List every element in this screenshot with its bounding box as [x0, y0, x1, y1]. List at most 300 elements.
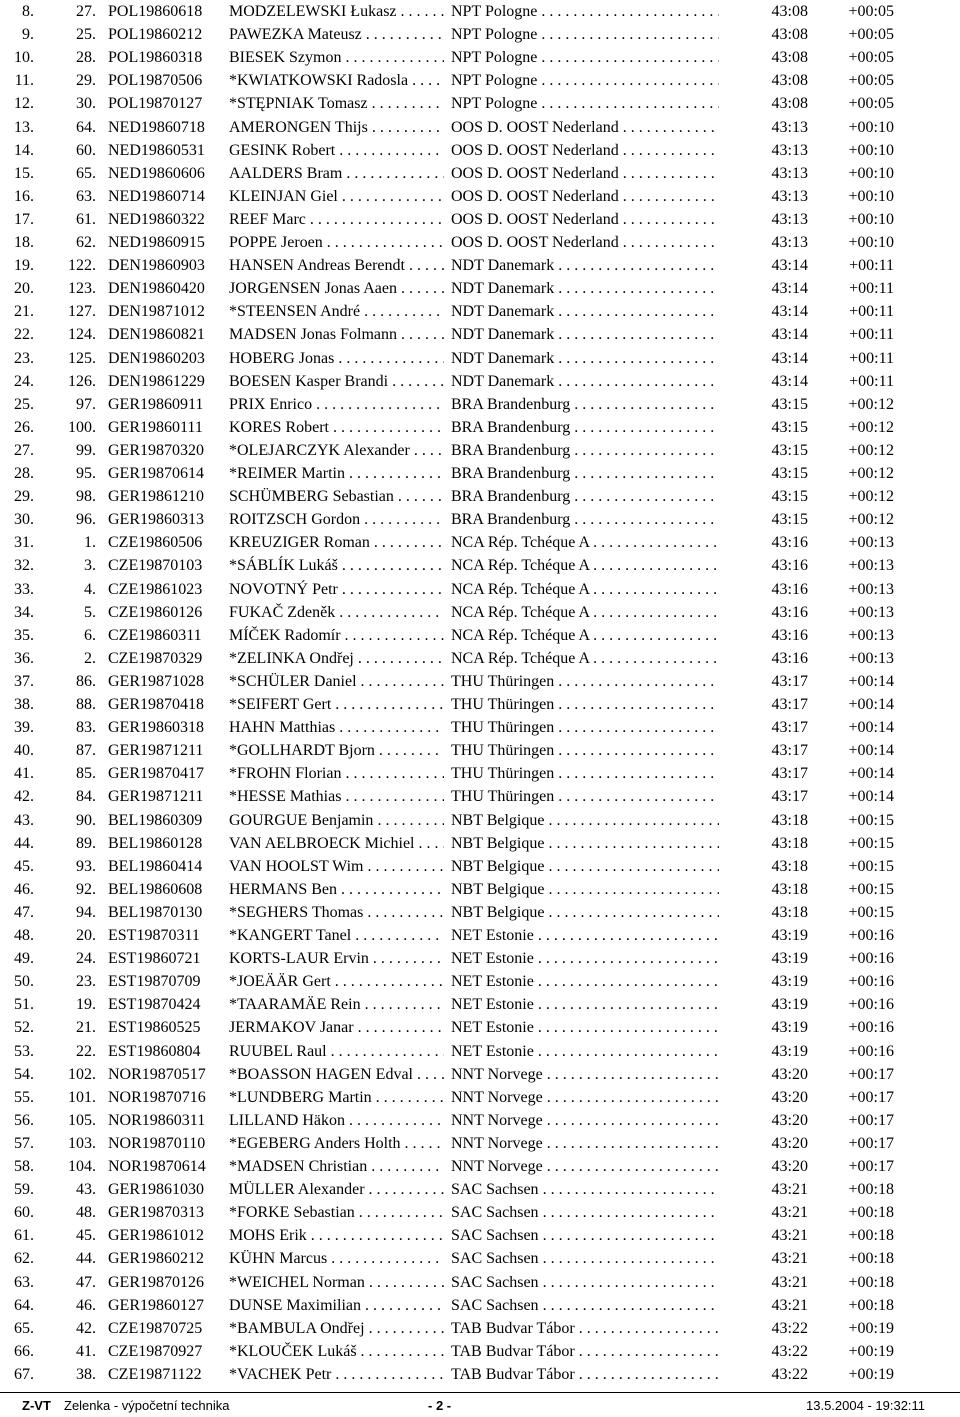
gap-cell: +00:15 [848, 880, 894, 898]
team-cell: OOS D. OOST Nederland . . . [451, 116, 719, 139]
gap-cell: +00:12 [848, 511, 894, 529]
gap-cell: +00:15 [848, 857, 894, 875]
bib-cell: 125. [68, 349, 96, 367]
time-cell: 43:22 [771, 1319, 808, 1337]
rank-cell: 8. [22, 3, 34, 20]
rank-cell: 47. [14, 903, 34, 921]
gap-cell: +00:11 [849, 372, 894, 390]
table-row [0, 670, 960, 693]
rider-code-cell: GER19861012 [108, 1227, 204, 1245]
rider-code-cell: EST19860525 [108, 1019, 201, 1037]
time-cell: 43:14 [771, 303, 808, 321]
team-cell: NNT Norvege . . . [451, 1109, 719, 1132]
rank-cell: 18. [14, 234, 34, 251]
team-cell: NPT Pologne . . . [451, 69, 719, 92]
bib-cell: 63. [76, 187, 96, 205]
rider-name-cell: ROITZSCH Gordon . . . [229, 508, 444, 531]
footer-brand: Z-VT [22, 1398, 51, 1413]
rank-cell: 17. [14, 210, 34, 228]
time-cell: 43:17 [771, 788, 808, 806]
gap-cell: +00:10 [848, 141, 894, 159]
rank-cell: 22. [14, 326, 34, 344]
rider-name-cell: *FORKE Sebastian . . . [229, 1201, 444, 1224]
rider-code-cell: CZE19870927 [108, 1342, 203, 1360]
bib-cell: 65. [76, 164, 96, 182]
rider-code-cell: GER19861210 [108, 488, 204, 506]
rider-name-cell: SCHÜMBERG Sebastian . . . [229, 485, 444, 508]
time-cell: 43:16 [771, 603, 808, 621]
table-row [0, 1247, 960, 1270]
time-cell: 43:18 [771, 880, 808, 898]
bib-cell: 45. [76, 1227, 96, 1245]
rank-cell: 14. [14, 141, 34, 159]
rank-cell: 54. [14, 1065, 34, 1083]
table-row [0, 1016, 960, 1039]
bib-cell: 20. [76, 927, 96, 944]
gap-cell: +00:11 [849, 349, 894, 367]
rider-name-cell: DUNSE Maximilian . . . [229, 1294, 444, 1317]
rider-code-cell: DEN19860903 [108, 257, 205, 275]
time-cell: 43:21 [771, 1273, 808, 1291]
rank-cell: 13. [14, 118, 34, 136]
bib-cell: 99. [76, 441, 96, 459]
bib-cell: 24. [76, 950, 96, 968]
gap-cell: +00:14 [848, 788, 894, 806]
time-cell: 43:17 [771, 672, 808, 690]
time-cell: 43:16 [771, 626, 808, 644]
team-cell: NET Estonie . . . [451, 947, 719, 970]
rank-cell: 39. [14, 719, 34, 737]
rider-code-cell: GER19871211 [108, 742, 204, 760]
gap-cell: +00:16 [848, 1019, 894, 1037]
gap-cell: +00:16 [848, 1042, 894, 1060]
bib-cell: 27. [76, 3, 96, 20]
rider-name-cell: FUKAČ Zdeněk . . . [229, 601, 444, 624]
rider-name-cell: KORTS-LAUR Ervin . . . [229, 947, 444, 970]
time-cell: 43:14 [771, 280, 808, 298]
gap-cell: +00:17 [848, 1111, 894, 1129]
rider-name-cell: *STEENSEN André . . . [229, 300, 444, 323]
rider-code-cell: GER19860212 [108, 1250, 204, 1268]
time-cell: 43:21 [771, 1181, 808, 1199]
team-cell: OOS D. OOST Nederland . . . [451, 162, 719, 185]
table-row [0, 1340, 960, 1363]
rider-code-cell: DEN19861229 [108, 372, 205, 390]
gap-cell: +00:16 [848, 950, 894, 968]
time-cell: 43:21 [771, 1227, 808, 1245]
table-row [0, 116, 960, 139]
gap-cell: +00:10 [848, 210, 894, 228]
rider-code-cell: CZE19860126 [108, 603, 203, 621]
time-cell: 43:16 [771, 649, 808, 667]
rider-code-cell: BEL19860128 [108, 834, 203, 852]
rider-name-cell: MADSEN Jonas Folmann . . . [229, 323, 444, 346]
table-row [0, 970, 960, 993]
rider-code-cell: GER19860313 [108, 511, 204, 529]
rank-cell: 26. [14, 418, 34, 436]
rank-cell: 63. [14, 1273, 34, 1291]
rider-code-cell: NED19860322 [108, 210, 205, 228]
rider-code-cell: NED19860606 [108, 164, 205, 182]
bib-cell: 84. [76, 788, 96, 806]
footer-page-number: - 2 - [428, 1398, 452, 1413]
bib-cell: 105. [68, 1111, 96, 1129]
table-row [0, 878, 960, 901]
gap-cell: +00:19 [848, 1365, 894, 1383]
table-row [0, 578, 960, 601]
table-row [0, 231, 960, 254]
bib-cell: 100. [68, 418, 96, 436]
team-cell: NDT Danemark . . . [451, 323, 719, 346]
rider-code-cell: NED19860714 [108, 187, 205, 205]
rider-name-cell: *BOASSON HAGEN Edval . . . [229, 1063, 444, 1086]
team-cell: NCA Rép. Tchéque A . . . [451, 531, 719, 554]
bib-cell: 21. [76, 1019, 96, 1037]
rank-cell: 61. [14, 1227, 34, 1245]
team-cell: NPT Pologne . . . [451, 0, 719, 23]
bib-cell: 86. [76, 672, 96, 690]
gap-cell: +00:11 [849, 326, 894, 344]
bib-cell: 96. [76, 511, 96, 529]
time-cell: 43:19 [771, 1019, 808, 1037]
rider-code-cell: NOR19870110 [108, 1134, 206, 1152]
time-cell: 43:17 [771, 719, 808, 737]
bib-cell: 3. [84, 557, 96, 575]
time-cell: 43:21 [771, 1204, 808, 1222]
table-row [0, 254, 960, 277]
rank-cell: 36. [14, 649, 34, 667]
bib-cell: 88. [76, 696, 96, 713]
rider-code-cell: GER19860911 [108, 395, 204, 413]
table-row [0, 139, 960, 162]
gap-cell: +00:12 [848, 441, 894, 459]
rank-cell: 52. [14, 1019, 34, 1037]
time-cell: 43:17 [771, 742, 808, 760]
rank-cell: 33. [14, 580, 34, 598]
table-row [0, 809, 960, 832]
rank-cell: 66. [14, 1342, 34, 1360]
rider-code-cell: CZE19870329 [108, 649, 203, 667]
bib-cell: 42. [76, 1319, 96, 1337]
rider-name-cell: *KLOUČEK Lukáš . . . [229, 1340, 444, 1363]
rider-name-cell: NOVOTNÝ Petr . . . [229, 578, 444, 601]
rider-name-cell: *SÁBLÍK Lukáš . . . [229, 554, 444, 577]
team-cell: TAB Budvar Tábor . . . [451, 1340, 719, 1363]
rank-cell: 19. [14, 257, 34, 275]
time-cell: 43:13 [771, 187, 808, 205]
bib-cell: 25. [76, 26, 96, 44]
rider-name-cell: KREUZIGER Roman . . . [229, 531, 444, 554]
rider-name-cell: *SCHÜLER Daniel . . . [229, 670, 444, 693]
page-footer [0, 1392, 960, 1417]
rider-name-cell: PRIX Enrico . . . [229, 393, 444, 416]
team-cell: NET Estonie . . . [451, 970, 719, 993]
rider-name-cell: *SEIFERT Gert . . . [229, 693, 444, 716]
table-row [0, 993, 960, 1016]
gap-cell: +00:05 [848, 49, 894, 67]
table-row [0, 832, 960, 855]
rank-cell: 41. [14, 765, 34, 783]
rider-code-cell: EST19860721 [108, 950, 201, 968]
rank-cell: 27. [14, 441, 34, 459]
time-cell: 43:19 [771, 1042, 808, 1060]
rider-name-cell: *KWIATKOWSKI Radosla . . . [229, 69, 444, 92]
rider-code-cell: GER19871211 [108, 788, 204, 806]
rider-name-cell: *JOEÄÄR Gert . . . [229, 970, 444, 993]
bib-cell: 123. [68, 280, 96, 298]
rank-cell: 20. [14, 280, 34, 298]
team-cell: NCA Rép. Tchéque A . . . [451, 624, 719, 647]
time-cell: 43:15 [771, 511, 808, 529]
team-cell: NBT Belgique . . . [451, 901, 719, 924]
gap-cell: +00:14 [848, 672, 894, 690]
team-cell: NET Estonie . . . [451, 993, 719, 1016]
time-cell: 43:13 [771, 118, 808, 136]
table-row [0, 485, 960, 508]
gap-cell: +00:18 [848, 1204, 894, 1222]
rider-code-cell: GER19871028 [108, 672, 204, 690]
gap-cell: +00:19 [848, 1342, 894, 1360]
rider-code-cell: GER19870313 [108, 1204, 204, 1222]
team-cell: TAB Budvar Tábor . . . [451, 1363, 719, 1386]
table-row [0, 323, 960, 346]
gap-cell: +00:12 [848, 395, 894, 413]
rank-cell: 65. [14, 1319, 34, 1337]
rider-name-cell: RUUBEL Raul . . . [229, 1040, 444, 1063]
gap-cell: +00:11 [849, 303, 894, 321]
team-cell: NBT Belgique . . . [451, 878, 719, 901]
gap-cell: +00:18 [848, 1250, 894, 1268]
rank-cell: 67. [14, 1365, 34, 1383]
team-cell: OOS D. OOST Nederland . . . [451, 139, 719, 162]
team-cell: NDT Danemark . . . [451, 370, 719, 393]
bib-cell: 94. [76, 903, 96, 921]
rider-name-cell: KORES Robert . . . [229, 416, 444, 439]
table-row [0, 162, 960, 185]
table-row [0, 508, 960, 531]
rider-name-cell: *STĘPNIAK Tomasz . . . [229, 92, 444, 115]
rider-name-cell: MÍČEK Radomír . . . [229, 624, 444, 647]
gap-cell: +00:10 [848, 164, 894, 182]
time-cell: 43:08 [771, 3, 808, 20]
team-cell: OOS D. OOST Nederland . . . [451, 185, 719, 208]
rider-name-cell: HOBERG Jonas . . . [229, 347, 444, 370]
team-cell: NPT Pologne . . . [451, 92, 719, 115]
bib-cell: 61. [76, 210, 96, 228]
rider-name-cell: BIESEK Szymon . . . [229, 46, 444, 69]
rider-name-cell: PAWEZKA Mateusz . . . [229, 23, 444, 46]
gap-cell: +00:12 [848, 418, 894, 436]
rider-name-cell: *TAARAMÄE Rein . . . [229, 993, 444, 1016]
team-cell: NET Estonie . . . [451, 1016, 719, 1039]
rank-cell: 55. [14, 1088, 34, 1106]
rider-name-cell: *OLEJARCZYK Alexander . . . [229, 439, 444, 462]
rider-name-cell: *ZELINKA Ondřej . . . [229, 647, 444, 670]
table-row [0, 1132, 960, 1155]
table-row [0, 739, 960, 762]
time-cell: 43:08 [771, 49, 808, 67]
time-cell: 43:20 [771, 1088, 808, 1106]
team-cell: NBT Belgique . . . [451, 832, 719, 855]
rider-name-cell: GOURGUE Benjamin . . . [229, 809, 444, 832]
gap-cell: +00:05 [848, 26, 894, 44]
rider-code-cell: POL19860318 [108, 49, 203, 67]
rank-cell: 9. [22, 26, 34, 44]
rider-name-cell: HANSEN Andreas Berendt . . . [229, 254, 444, 277]
table-row [0, 185, 960, 208]
rank-cell: 35. [14, 626, 34, 644]
rider-code-cell: EST19870311 [108, 927, 200, 944]
gap-cell: +00:16 [848, 996, 894, 1014]
time-cell: 43:14 [771, 257, 808, 275]
team-cell: THU Thüringen . . . [451, 716, 719, 739]
bib-cell: 89. [76, 834, 96, 852]
rank-cell: 29. [14, 488, 34, 506]
time-cell: 43:21 [771, 1296, 808, 1314]
rider-code-cell: GER19870417 [108, 765, 204, 783]
rider-code-cell: GER19870614 [108, 465, 204, 482]
table-row [0, 69, 960, 92]
rider-code-cell: POL19870127 [108, 95, 203, 113]
rider-name-cell: *GOLLHARDT Bjorn . . . [229, 739, 444, 762]
rank-cell: 30. [14, 511, 34, 529]
table-row [0, 647, 960, 670]
rider-name-cell: *BAMBULA Ondřej . . . [229, 1317, 444, 1340]
rank-cell: 32. [14, 557, 34, 575]
bib-cell: 124. [68, 326, 96, 344]
bib-cell: 29. [76, 72, 96, 90]
rider-code-cell: BEL19860414 [108, 857, 203, 875]
team-cell: SAC Sachsen . . . [451, 1178, 719, 1201]
table-row [0, 1040, 960, 1063]
rider-name-cell: JORGENSEN Jonas Aaen . . . [229, 277, 444, 300]
table-row [0, 46, 960, 69]
bib-cell: 41. [76, 1342, 96, 1360]
time-cell: 43:08 [771, 72, 808, 90]
team-cell: OOS D. OOST Nederland . . . [451, 208, 719, 231]
team-cell: NPT Pologne . . . [451, 23, 719, 46]
time-cell: 43:18 [771, 834, 808, 852]
rider-code-cell: NOR19860311 [108, 1111, 206, 1129]
rank-cell: 12. [14, 95, 34, 113]
rider-code-cell: POL19870506 [108, 72, 203, 90]
rank-cell: 40. [14, 742, 34, 760]
team-cell: SAC Sachsen . . . [451, 1247, 719, 1270]
bib-cell: 43. [76, 1181, 96, 1199]
table-row [0, 601, 960, 624]
table-row [0, 1178, 960, 1201]
bib-cell: 103. [68, 1134, 96, 1152]
time-cell: 43:18 [771, 857, 808, 875]
team-cell: THU Thüringen . . . [451, 670, 719, 693]
table-row [0, 393, 960, 416]
bib-cell: 101. [68, 1088, 96, 1106]
table-row [0, 554, 960, 577]
gap-cell: +00:11 [849, 280, 894, 298]
team-cell: NET Estonie . . . [451, 1040, 719, 1063]
team-cell: NNT Norvege . . . [451, 1132, 719, 1155]
gap-cell: +00:17 [848, 1134, 894, 1152]
team-cell: BRA Brandenburg . . . [451, 462, 719, 485]
rank-cell: 42. [14, 788, 34, 806]
team-cell: BRA Brandenburg . . . [451, 508, 719, 531]
time-cell: 43:16 [771, 534, 808, 552]
rank-cell: 60. [14, 1204, 34, 1222]
rider-name-cell: REEF Marc . . . [229, 208, 444, 231]
bib-cell: 64. [76, 118, 96, 136]
rider-name-cell: *WEICHEL Norman . . . [229, 1271, 444, 1294]
time-cell: 43:18 [771, 811, 808, 829]
rank-cell: 49. [14, 950, 34, 968]
team-cell: THU Thüringen . . . [451, 693, 719, 716]
team-cell: SAC Sachsen . . . [451, 1201, 719, 1224]
table-row [0, 693, 960, 716]
team-cell: NCA Rép. Tchéque A . . . [451, 601, 719, 624]
bib-cell: 126. [68, 372, 96, 390]
table-row [0, 762, 960, 785]
table-row [0, 716, 960, 739]
gap-cell: +00:17 [848, 1158, 894, 1175]
gap-cell: +00:13 [848, 603, 894, 621]
rider-code-cell: DEN19871012 [108, 303, 205, 321]
bib-cell: 38. [76, 1365, 96, 1383]
bib-cell: 28. [76, 49, 96, 67]
bib-cell: 46. [76, 1296, 96, 1314]
time-cell: 43:13 [771, 210, 808, 228]
table-row [0, 947, 960, 970]
rider-name-cell: GESINK Robert . . . [229, 139, 444, 162]
gap-cell: +00:17 [848, 1065, 894, 1083]
time-cell: 43:20 [771, 1111, 808, 1129]
time-cell: 43:20 [771, 1065, 808, 1083]
gap-cell: +00:18 [848, 1273, 894, 1291]
team-cell: BRA Brandenburg . . . [451, 439, 719, 462]
rank-cell: 50. [14, 973, 34, 991]
time-cell: 43:17 [771, 696, 808, 713]
rider-name-cell: *SEGHERS Thomas . . . [229, 901, 444, 924]
bib-cell: 19. [76, 996, 96, 1014]
rider-code-cell: NOR19870517 [108, 1065, 206, 1083]
time-cell: 43:17 [771, 765, 808, 783]
team-cell: BRA Brandenburg . . . [451, 485, 719, 508]
gap-cell: +00:15 [848, 834, 894, 852]
bib-cell: 47. [76, 1273, 96, 1291]
time-cell: 43:15 [771, 465, 808, 482]
bib-cell: 93. [76, 857, 96, 875]
rank-cell: 38. [14, 696, 34, 713]
gap-cell: +00:13 [848, 649, 894, 667]
rider-code-cell: CZE19860506 [108, 534, 203, 552]
gap-cell: +00:16 [848, 927, 894, 944]
time-cell: 43:08 [771, 95, 808, 113]
time-cell: 43:15 [771, 395, 808, 413]
bib-cell: 62. [76, 234, 96, 251]
rider-code-cell: DEN19860821 [108, 326, 205, 344]
bib-cell: 97. [76, 395, 96, 413]
table-row [0, 439, 960, 462]
bib-cell: 60. [76, 141, 96, 159]
time-cell: 43:22 [771, 1342, 808, 1360]
rider-name-cell: BOESEN Kasper Brandi . . . [229, 370, 444, 393]
time-cell: 43:19 [771, 950, 808, 968]
rider-name-cell: *VACHEK Petr . . . [229, 1363, 444, 1386]
rider-name-cell: KLEINJAN Giel . . . [229, 185, 444, 208]
bib-cell: 2. [84, 649, 96, 667]
rank-cell: 59. [14, 1181, 34, 1199]
table-row [0, 785, 960, 808]
rider-name-cell: *REIMER Martin . . . [229, 462, 444, 485]
bib-cell: 4. [84, 580, 96, 598]
